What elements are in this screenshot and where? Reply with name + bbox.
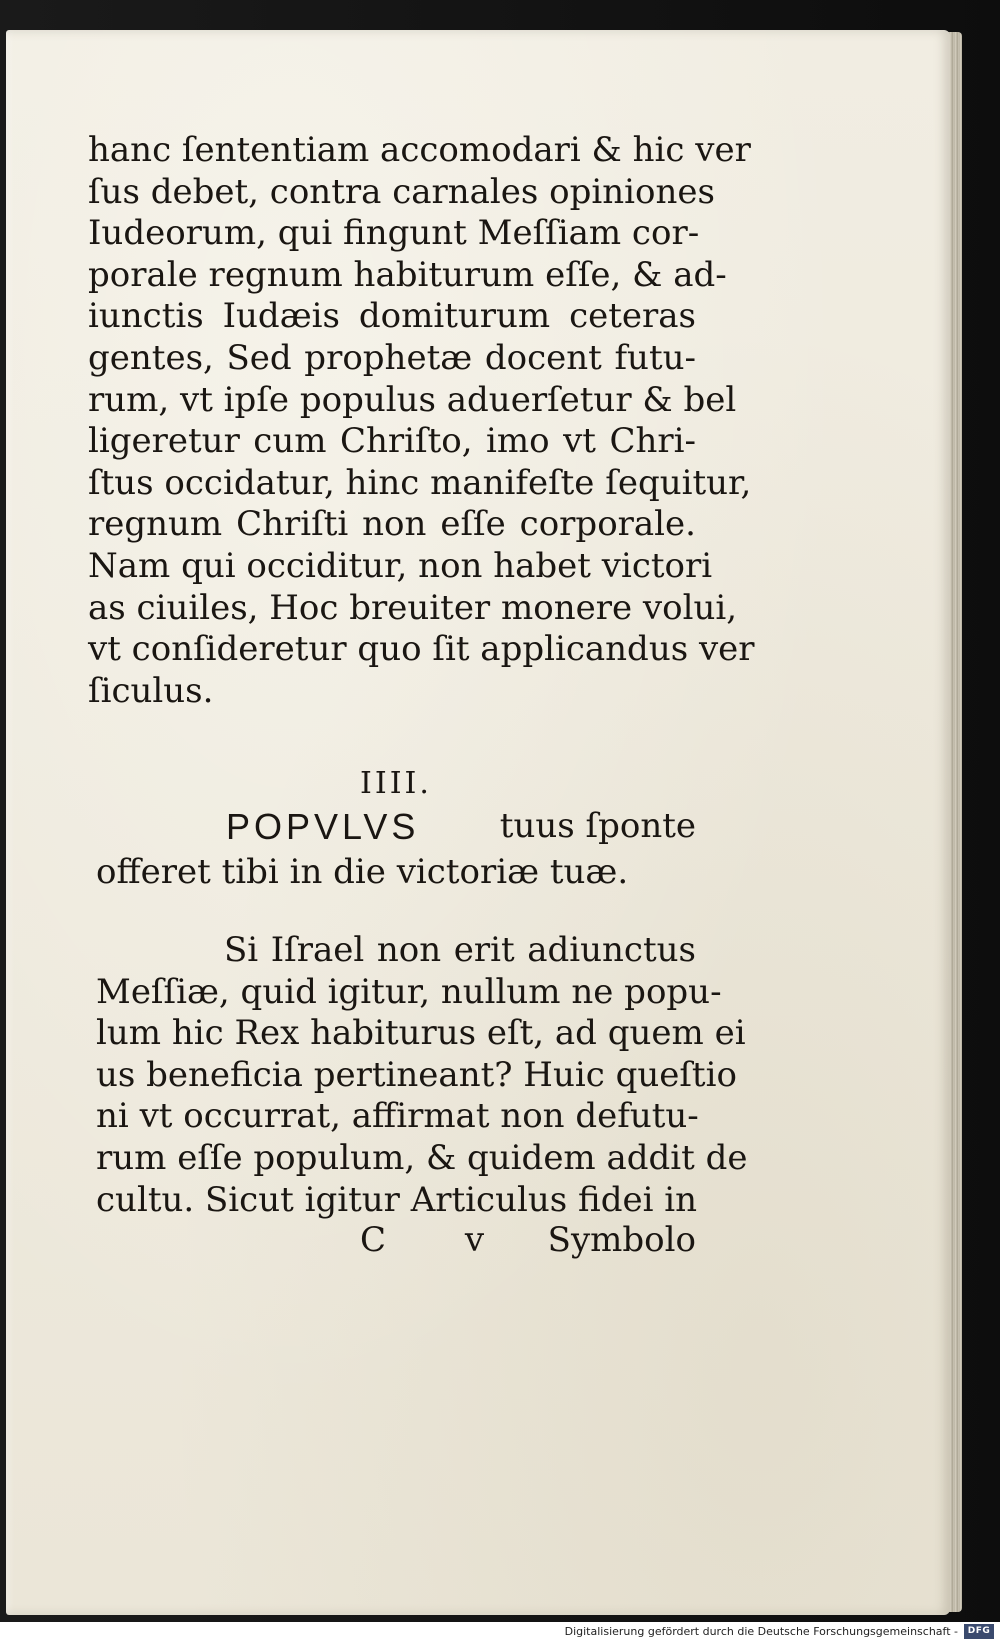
text-line: Si Iſrael non erit adiunctus <box>224 930 696 970</box>
text-line: cultu. Sicut igitur Articulus fidei in <box>96 1179 698 1220</box>
text-line: iunctis Iudæis domiturum ceteras <box>88 296 696 337</box>
text-line: rum, vt ipſe populus aduerſetur & bel <box>88 379 737 420</box>
text-line: ni vt occurrat, affirmat non defutu- <box>96 1096 699 1137</box>
text-line: ſtus occidatur, hinc manifeſte ſequitur, <box>88 462 752 503</box>
text-line: ligeretur cum Chriſto, imo vt Chri- <box>88 421 696 462</box>
verse-initial-caps: POPVLVS <box>226 806 420 847</box>
text-line: gentes, Sed prophetæ docent futu- <box>88 337 696 378</box>
paragraph-1 <box>88 130 755 712</box>
text-line: hanc ſententiam accomodari & hic ver <box>88 130 751 170</box>
text-line: Iudeorum, qui fingunt Meſſiam cor- <box>88 213 700 254</box>
text-line: us beneficia pertineant? Huic queſtio <box>96 1054 737 1095</box>
signature-mark: C v <box>360 1220 519 1260</box>
catchword: Symbolo <box>547 1220 696 1260</box>
text-line: lum hic Rex habiturus eſt, ad quem ei <box>96 1013 746 1054</box>
catchline <box>360 1220 696 1260</box>
dfg-logo-icon: DFG <box>964 1624 994 1639</box>
verse-line-1 <box>226 806 696 848</box>
section-number: IIII. <box>360 766 432 801</box>
text-line: porale regnum habiturum eſſe, & ad- <box>88 254 727 295</box>
text-line: vt conſideretur quo ſit applicandus ver <box>88 629 755 670</box>
footer-credit: Digitalisierung gefördert durch die Deutsche Forschungsgemeinschaft - <box>564 1625 958 1638</box>
text-line: as ciuiles, Hoc breuiter monere volui, <box>88 587 738 628</box>
text-line: Meſſiæ, quid igitur, nullum ne popu- <box>96 971 722 1012</box>
text-line: regnum Chriſti non eſſe corporale. <box>88 504 696 545</box>
text-line: Nam qui occiditur, non habet victori <box>88 545 713 586</box>
verse-line-1-rest: tuus ſponte <box>499 806 696 846</box>
verse-line-2: offeret tibi in die victoriæ tuæ. <box>96 852 629 892</box>
paragraph-2 <box>96 930 748 1221</box>
text-line: ſus debet, contra carnales opiniones <box>88 171 715 212</box>
text-line: rum eſſe populum, & quidem addit de <box>96 1137 748 1178</box>
text-line: ſiculus. <box>88 670 214 711</box>
